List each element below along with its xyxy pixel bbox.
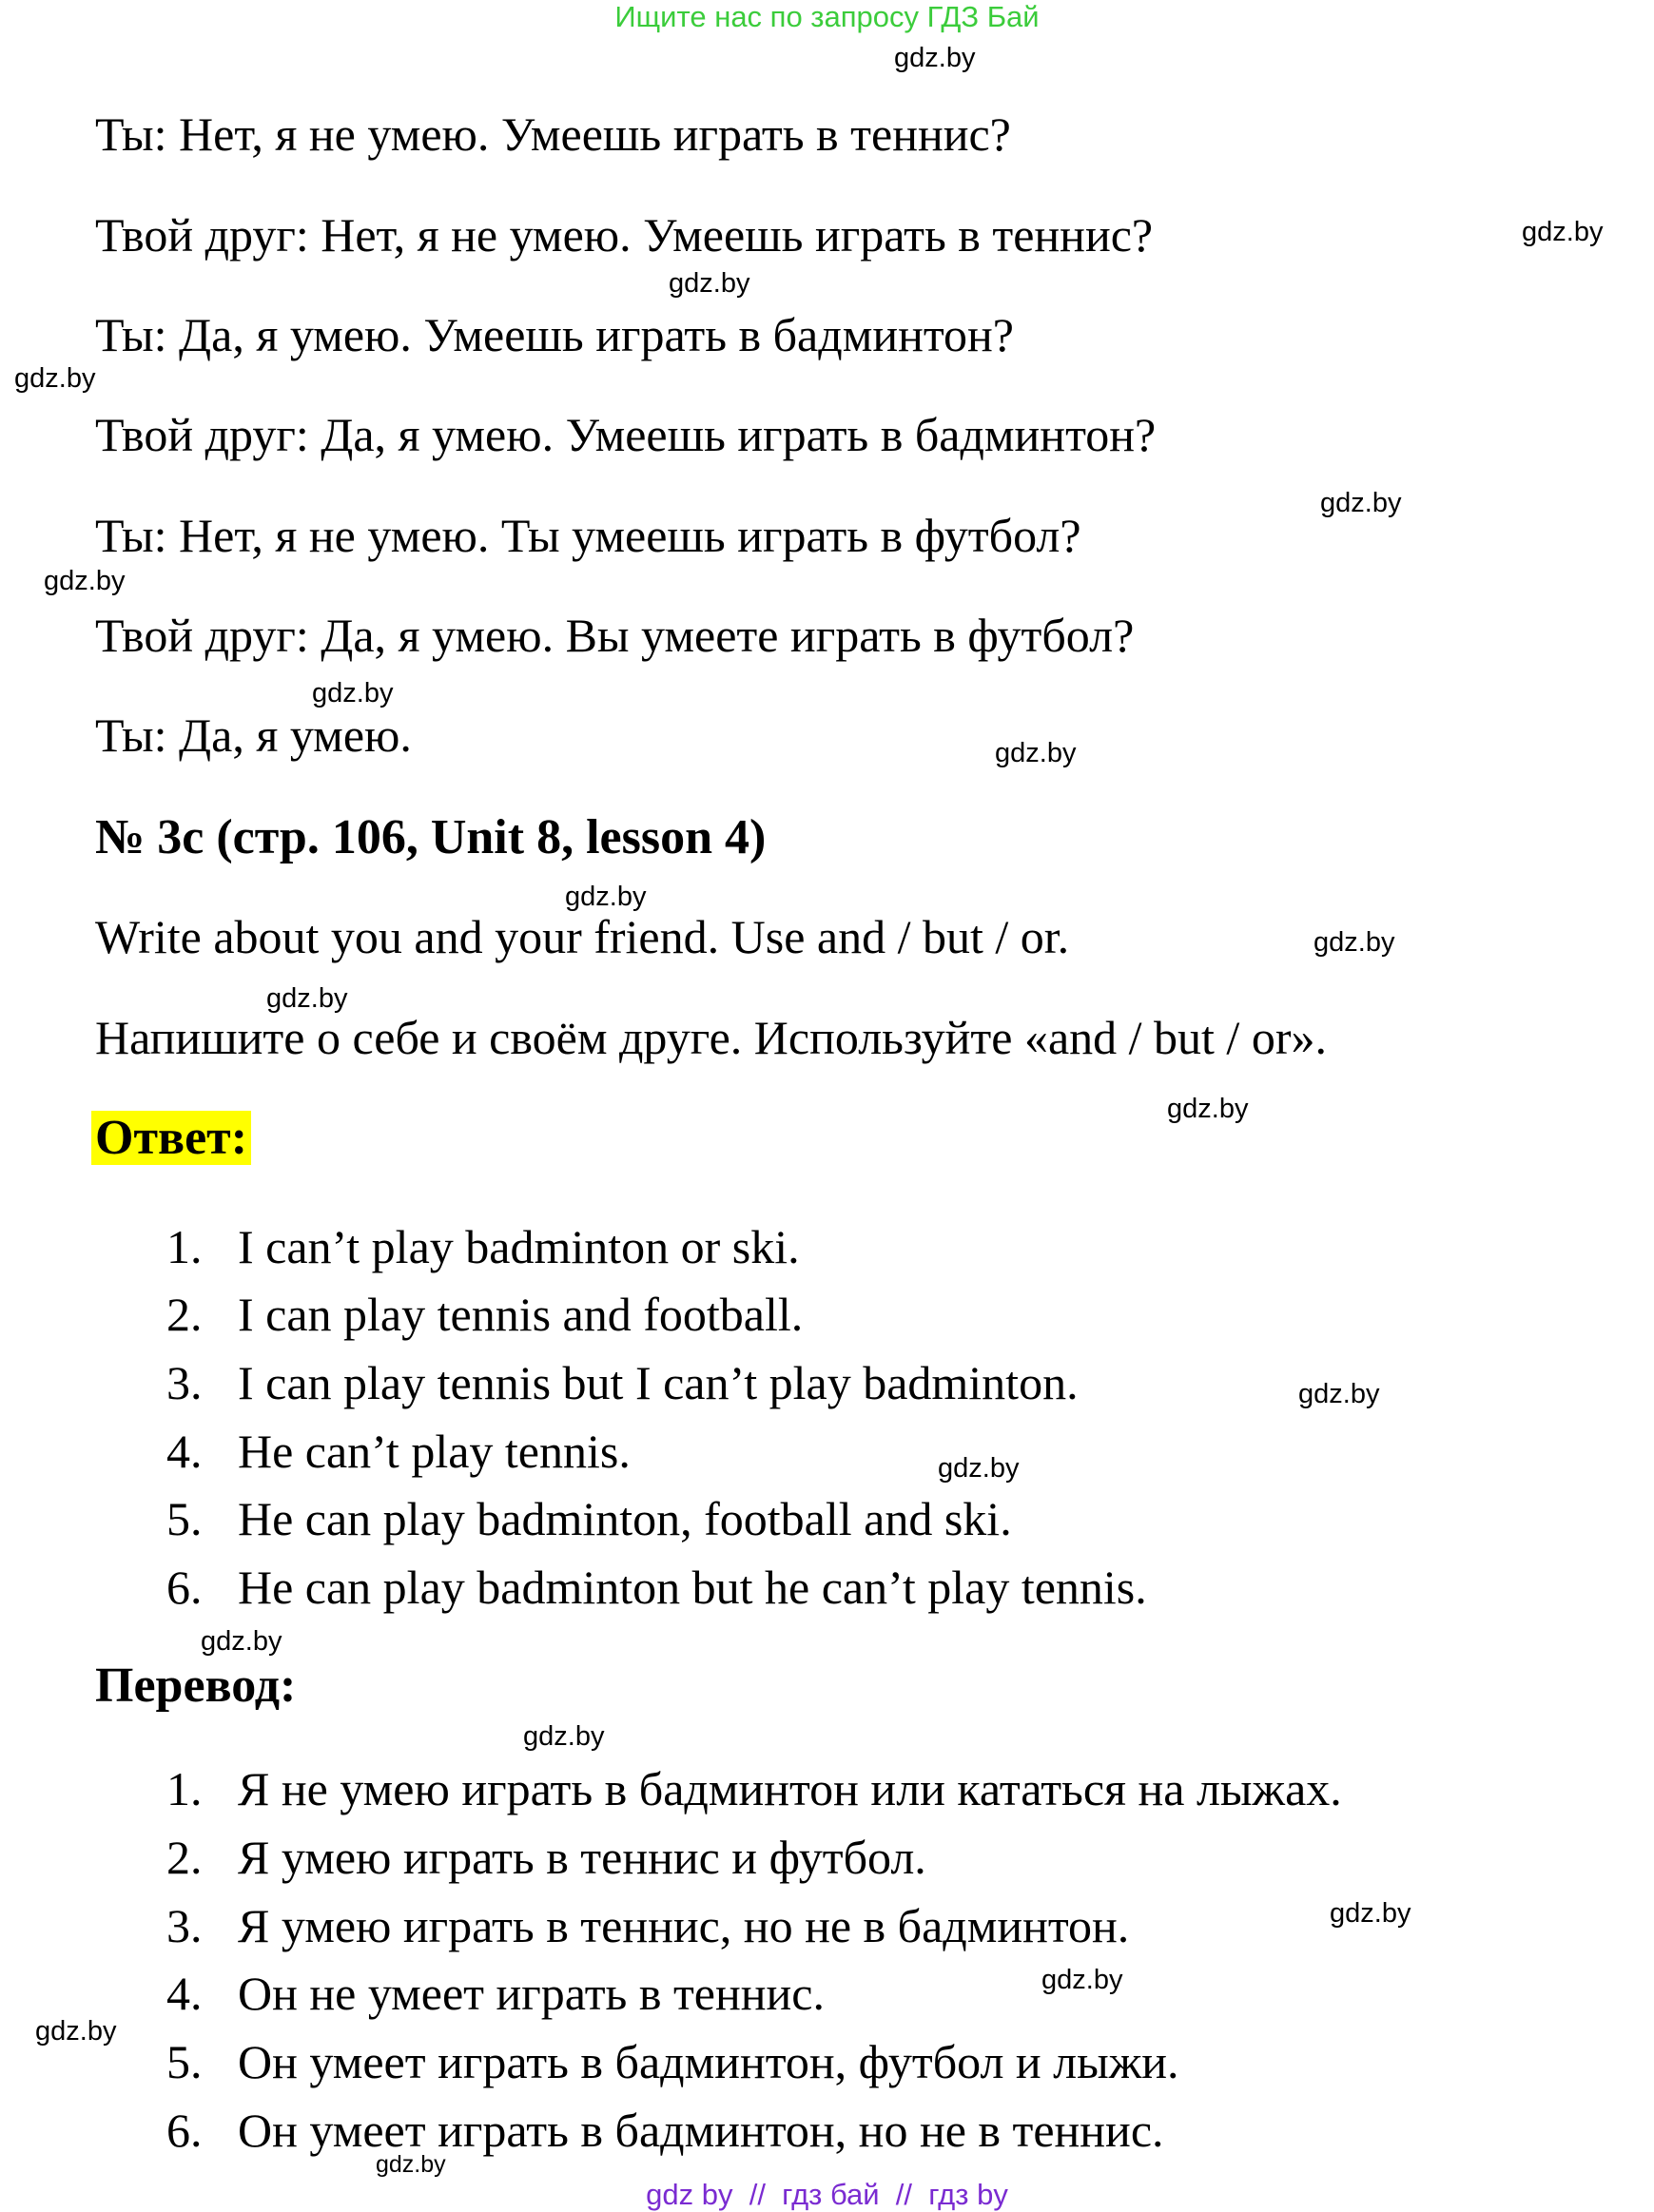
list-text: He can play badminton, football and ski.: [238, 1492, 1012, 1545]
watermark: gdz.by: [565, 882, 647, 912]
list-text: I can play tennis but I can’t play badminton.: [238, 1356, 1079, 1409]
translation-item: [166, 1966, 825, 2021]
list-number: 2.: [166, 1831, 203, 1884]
list-number: 6.: [166, 1561, 203, 1614]
list-number: 3.: [166, 1899, 203, 1952]
watermark: gdz.by: [1167, 1094, 1249, 1124]
list-number: 1.: [166, 1762, 203, 1815]
dialogue-line: Твой друг: Нет, я не умею. Умеешь играть в теннис?: [95, 208, 1154, 262]
list-number: 5.: [166, 1492, 203, 1545]
dialogue-line: Ты: Нет, я не умею. Умеешь играть в теннис?: [95, 107, 1011, 161]
watermark: gdz.by: [376, 2151, 446, 2178]
watermark: gdz.by: [312, 678, 394, 708]
watermark: gdz.by: [44, 566, 126, 596]
watermark: gdz.by: [995, 738, 1077, 768]
list-text: Он умеет играть в бадминтон, футбол и лыжи.: [238, 2035, 1179, 2088]
dialogue-line: Твой друг: Да, я умею. Умеешь играть в бадминтон?: [95, 408, 1157, 461]
translation-item: [166, 2034, 1179, 2089]
list-text: He can play badminton but he can’t play tennis.: [238, 1561, 1147, 1614]
translation-item: [166, 1761, 1342, 1816]
task-english: Write about you and your friend. Use and / but / or.: [95, 910, 1070, 963]
list-text: I can play tennis and football.: [238, 1288, 804, 1341]
answer-label-text: Ответ:: [91, 1111, 251, 1165]
answer-item: [166, 1219, 800, 1274]
answer-item: [166, 1424, 631, 1479]
list-number: 4.: [166, 1967, 203, 2020]
translation-item: [166, 2103, 1164, 2158]
watermark: gdz.by: [266, 983, 348, 1014]
list-number: 1.: [166, 1220, 203, 1273]
task-russian: Напишите о себе и своём друге. Используйте «and / but / or».: [95, 1011, 1327, 1064]
dialogue-line: Ты: Нет, я не умею. Ты умеешь играть в футбол?: [95, 509, 1081, 562]
translation-item: [166, 1830, 926, 1885]
watermark: gdz.by: [1320, 488, 1402, 518]
answer-item: [166, 1287, 803, 1342]
list-text: Он не умеет играть в теннис.: [238, 1967, 825, 2020]
watermark: gdz.by: [1298, 1379, 1380, 1409]
list-text: Я не умею играть в бадминтон или кататься на лыжах.: [238, 1762, 1342, 1815]
answer-item: [166, 1491, 1012, 1546]
watermark: gdz.by: [1313, 927, 1395, 958]
watermark: gdz.by: [14, 363, 96, 394]
top-banner: Ищите нас по запросу ГДЗ Бай: [614, 0, 1040, 33]
watermark: gdz.by: [894, 43, 976, 73]
watermark: gdz.by: [1330, 1898, 1411, 1929]
list-number: 3.: [166, 1356, 203, 1409]
dialogue-line: Ты: Да, я умею. Умеешь играть в бадминтон?: [95, 308, 1014, 361]
list-number: 2.: [166, 1288, 203, 1341]
watermark: gdz.by: [938, 1453, 1020, 1484]
footer-links: gdz by // гдз бай // гдз by: [646, 2178, 1008, 2211]
watermark: gdz.by: [523, 1721, 605, 1752]
translation-label: Перевод:: [95, 1659, 297, 1713]
list-number: 4.: [166, 1425, 203, 1478]
answer-label: [91, 1110, 251, 1166]
watermark: gdz.by: [669, 268, 750, 299]
list-text: He can’t play tennis.: [238, 1425, 631, 1478]
list-text: Он умеет играть в бадминтон, но не в теннис.: [238, 2104, 1164, 2157]
translation-item: [166, 1898, 1129, 1953]
dialogue-line: Твой друг: Да, я умею. Вы умеете играть в футбол?: [95, 609, 1135, 662]
dialogue-line: Ты: Да, я умею.: [95, 708, 412, 762]
list-text: Я умею играть в теннис и футбол.: [238, 1831, 926, 1884]
exercise-heading: № 3c (стр. 106, Unit 8, lesson 4): [95, 810, 767, 864]
list-text: I can’t play badminton or ski.: [238, 1220, 800, 1273]
watermark: gdz.by: [35, 2016, 117, 2047]
answer-item: [166, 1560, 1147, 1615]
list-text: Я умею играть в теннис, но не в бадминтон.: [238, 1899, 1130, 1952]
watermark: gdz.by: [201, 1626, 282, 1657]
list-number: 5.: [166, 2035, 203, 2088]
watermark: gdz.by: [1522, 217, 1604, 247]
watermark: gdz.by: [1041, 1965, 1123, 1995]
list-number: 6.: [166, 2104, 203, 2157]
answer-item: [166, 1355, 1079, 1410]
